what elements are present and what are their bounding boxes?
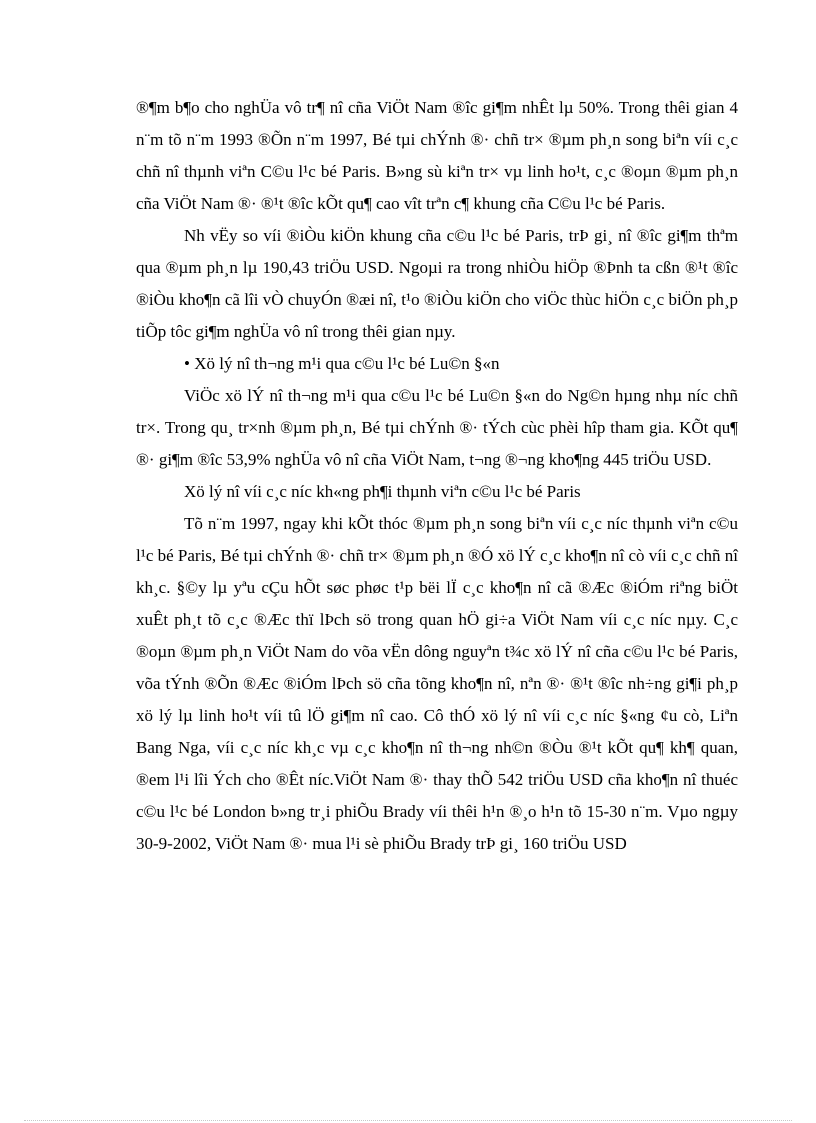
heading-non-paris-club-debt: Xö lý nî víi c¸c níc kh«ng ph¶i thµnh viªn c©u l¹c bé Paris [184,482,581,501]
page-bottom-divider [24,1120,792,1121]
document-body [136,92,738,860]
paragraph-non-paris-club-debt: Tõ n¨m 1997, ngay khi kÕt thóc ®µm ph¸n song biªn víi c¸c níc thµnh viªn c©u l¹c bé Paris, Bé tµi chÝnh ®· chñ tr× ®µm ph¸n ®Ó xö lÝ c¸c kho¶n nî cò víi c¸c chñ nî kh¸c. §©y lµ yªu cÇu hÕt søc phøc t¹p bëi lÏ c¸c kho¶n nî cã ®Æc ®iÓm riªng biÖt xuÊt ph¸t tõ c¸c ®Æc thï lÞch sö trong quan hÖ gi÷a ViÖt Nam víi c¸c níc nµy. C¸c ®oµn ®µm ph¸n ViÖt Nam do võa vËn dông nguyªn t¾c xö lÝ nî cña c©u l¹c bé Paris, võa tÝnh ®Õn ®Æc ®iÓm lÞch sö cña tõng kho¶n nî, nªn ®· ®¹t ®îc nh÷ng gi¶i ph¸p xö lý lµ linh ho¹t víi tû lÖ gi¶m nî cao. Cô thÓ xö lý nî víi c¸c níc §«ng ¢u cò, Liªn Bang Nga, víi c¸c níc kh¸c vµ c¸c kho¶n nî th¬ng nh©n ®Òu ®¹t kÕt qu¶ kh¶ quan, ®em l¹i lîi Ých cho ®Êt níc.ViÖt Nam ®· thay thÕ 542 triÖu USD cña kho¶n nî thuéc c©u l¹c bé London b»ng tr¸i phiÕu Brady víi thêi h¹n ®¸o h¹n tõ 15-30 n¨m. Vµo ngµy 30-9-2002, ViÖt Nam ®· mua l¹i sè phiÕu Brady trÞ gi¸ 160 triÖu USD [136,514,738,853]
heading-london-club-debt: • Xö lý nî th¬ng m¹i qua c©u l¹c bé Lu©n §«n [184,354,500,373]
paragraph-london-club-debt: ViÖc xö lÝ nî th¬ng m¹i qua c©u l¹c bé Lu©n §«n do Ng©n hµng nhµ níc chñ tr×. Trong qu¸ tr×nh ®µm ph¸n, Bé tµi chÝnh ®· tÝch cùc phèi hîp tham gia. KÕt qu¶ ®· gi¶m ®îc 53,9% nghÜa vô nî cña ViÖt Nam, t¬ng ®¬ng kho¶ng 445 triÖu USD. [136,386,738,469]
paragraph-debt-reduction-result: ®¶m b¶o cho nghÜa vô tr¶ nî cña ViÖt Nam ®îc gi¶m nhÊt lµ 50%. Trong thêi gian 4 n¨m tõ n¨m 1993 ®Õn n¨m 1997, Bé tµi chÝnh ®· chñ tr× ®µm ph¸n song biªn víi c¸c chñ nî thµnh viªn C©u l¹c bé Paris. B»ng sù kiªn tr× vµ linh ho¹t, c¸c ®oµn ®µm ph¸n cña ViÖt Nam ®· ®¹t ®îc kÕt qu¶ cao vît trªn c¶ khung cña C©u l¹c bé Paris. [136,98,738,213]
paragraph-paris-club-comparison: Nh vËy so víi ®iÒu kiÖn khung cña c©u l¹c bé Paris, trÞ gi¸ nî ®îc gi¶m thªm qua ®µm ph¸n lµ 190,43 triÖu USD. Ngoµi ra trong nhiÒu hiÖp ®Þnh ta cßn ®¹t ®îc ®iÒu kho¶n cã lîi vÒ chuyÓn ®æi nî, t¹o ®iÒu kiÖn cho viÖc thùc hiÖn c¸c biÖn ph¸p tiÕp tôc gi¶m nghÜa vô nî trong thêi gian nµy. [136,226,738,341]
